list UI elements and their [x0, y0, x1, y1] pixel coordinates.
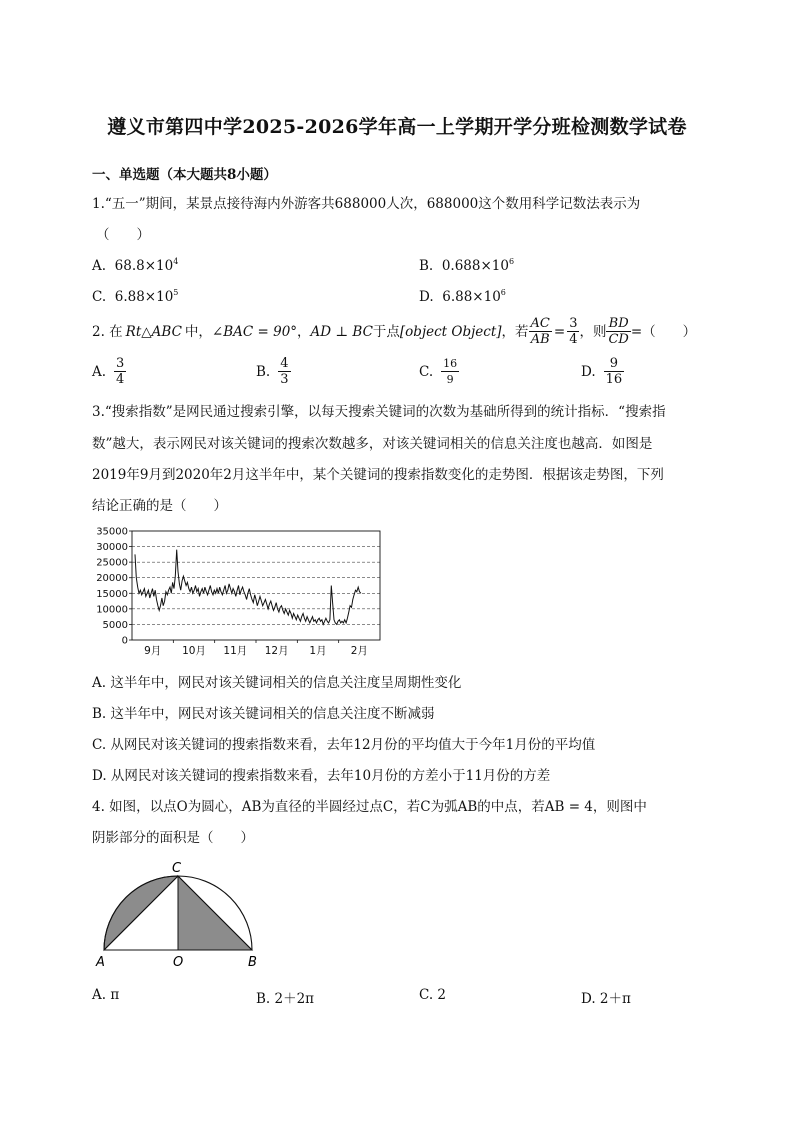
option-fraction: $\frac{16}{9}$ [443, 357, 458, 386]
q4-option-b[interactable]: B. 2＋2π [256, 991, 315, 1007]
option-label: C. [92, 289, 107, 305]
q2-fraction-ac-ab: $\frac{AC}{AB}$ [530, 316, 550, 347]
x-tick-label: 1月 [309, 645, 327, 657]
q2-text: ，若 [501, 323, 529, 340]
q3-line-2: 数”越大，表示网民对该关键词的搜索次数越多，对该关键词相关的信息关注度也越高．如图是 [92, 436, 653, 452]
search-index-chart [92, 524, 392, 660]
q3-option-c[interactable]: C. 从网民对该关键词的搜索指数来看，去年12月份的平均值大于今年1月份的平均值 [92, 737, 596, 753]
q2-angle: ∠BAC = 90° [211, 323, 298, 340]
page-title: 遵义市第四中学2025-2026学年高一上学期开学分班检测数学试卷 [107, 116, 687, 138]
option-label: A. [92, 258, 107, 274]
x-tick-label: 12月 [264, 645, 289, 657]
option-value: 6.88×10 [442, 289, 501, 305]
q2-fraction-bd-cd: $\frac{BD}{CD}$ [608, 316, 629, 347]
q2-option-c[interactable] [419, 356, 459, 387]
x-tick-label: 2月 [350, 645, 368, 657]
option-label: D. [419, 289, 434, 305]
option-label: B. [419, 258, 434, 274]
q2-option-a[interactable] [92, 356, 126, 387]
x-tick-label: 10月 [182, 645, 206, 657]
q2-text: =（ ） [630, 323, 697, 340]
q3-option-d[interactable]: D. 从网民对该关键词的搜索指数来看，去年10月份的方差小于11月份的方差 [92, 768, 551, 784]
semicircle-figure [92, 855, 272, 975]
q3-line-3: 2019年9月到2020年2月这半年中，某个关键词的搜索指数变化的走势图．根据该走势图，下列 [92, 467, 664, 483]
y-tick-label: 30000 [96, 542, 128, 554]
option-value: 0.688×10 [441, 258, 509, 274]
q1-stem: 1.“五一”期间，某景点接待海内外游客共688000人次，688000这个数用科学记数法表示为 [92, 196, 641, 212]
chart-frame [132, 531, 380, 640]
option-value: 68.8×10 [114, 258, 174, 274]
q2-triangle: Rt△ABC [125, 323, 182, 340]
chart-x-ticks [144, 640, 368, 657]
q1-paren: （ ） [96, 227, 150, 243]
option-label: B. [256, 363, 271, 380]
label-a: A [96, 955, 105, 970]
option-exponent: 5 [173, 288, 179, 297]
q2-perp: AD ⊥ BC [310, 323, 373, 340]
x-tick-label: 11月 [223, 645, 248, 657]
label-c: C [172, 861, 182, 876]
option-value: 6.88×10 [114, 289, 174, 305]
q3-line-4: 结论正确的是（ ） [92, 498, 227, 514]
q1-option-c[interactable] [92, 288, 178, 305]
q1-option-b[interactable] [419, 257, 514, 274]
y-tick-label: 10000 [96, 604, 128, 616]
option-fraction: $\frac{4}{3}$ [280, 356, 289, 387]
q2-text: ， [297, 323, 311, 340]
y-tick-label: 25000 [96, 557, 128, 569]
q3-option-a[interactable]: A. 这半年中，网民对该关键词相关的信息关注度呈周期性变化 [92, 675, 462, 691]
option-fraction: $\frac{9}{16}$ [605, 356, 623, 387]
q3-line-1: 3.“搜索指数”是网民通过搜索引擎，以每天搜索关键词的次数为基础所得到的统计指标．“搜索指 [92, 404, 666, 420]
q2-text: 2. 在 [92, 323, 123, 340]
q2-text: 于点 [372, 323, 400, 340]
q2-equals: = [553, 323, 566, 340]
option-exponent: 4 [173, 257, 179, 266]
q4-line-2: 阴影部分的面积是（ ） [92, 830, 254, 846]
option-fraction: $\frac{3}{4}$ [116, 356, 125, 387]
q2-option-b[interactable] [256, 356, 291, 387]
chart-grid [132, 547, 380, 625]
option-exponent: 6 [508, 257, 515, 266]
y-tick-label: 0 [121, 635, 128, 647]
option-exponent: 6 [500, 288, 506, 297]
option-label: D. [581, 363, 596, 380]
y-tick-label: 20000 [96, 573, 128, 585]
y-tick-label: 5000 [102, 619, 128, 631]
q4-option-c[interactable]: C. 2 [419, 987, 447, 1003]
option-label: C. [419, 363, 434, 380]
q2-stem [92, 316, 696, 347]
q4-option-d[interactable]: D. 2＋π [581, 991, 631, 1007]
series-line [135, 550, 361, 625]
q1-option-d[interactable] [419, 288, 506, 305]
q2-text: ，则 [579, 323, 607, 340]
section-heading: 一、单选题（本大题共8小题） [92, 167, 277, 183]
q3-option-b[interactable]: B. 这半年中，网民对该关键词相关的信息关注度不断减弱 [92, 706, 435, 722]
y-tick-label: 15000 [96, 588, 128, 600]
option-label: A. [92, 363, 107, 380]
chart-y-ticks [96, 527, 132, 647]
q2-point: [object Object] [399, 323, 502, 340]
q2-fraction-3-4: $\frac{3}{4}$ [569, 316, 578, 347]
x-tick-label: 9月 [144, 645, 162, 657]
y-tick-label: 35000 [96, 526, 128, 538]
q2-text: 中， [184, 323, 212, 340]
q4-option-a[interactable]: A. π [92, 987, 120, 1003]
q2-option-d[interactable] [581, 356, 624, 387]
q1-option-a[interactable] [92, 257, 178, 274]
label-b: B [248, 955, 257, 970]
label-o: O [173, 955, 184, 970]
q4-line-1: 4. 如图，以点O为圆心，AB为直径的半圆经过点C，若C为弧AB的中点，若AB = 4，则图中 [92, 799, 647, 815]
